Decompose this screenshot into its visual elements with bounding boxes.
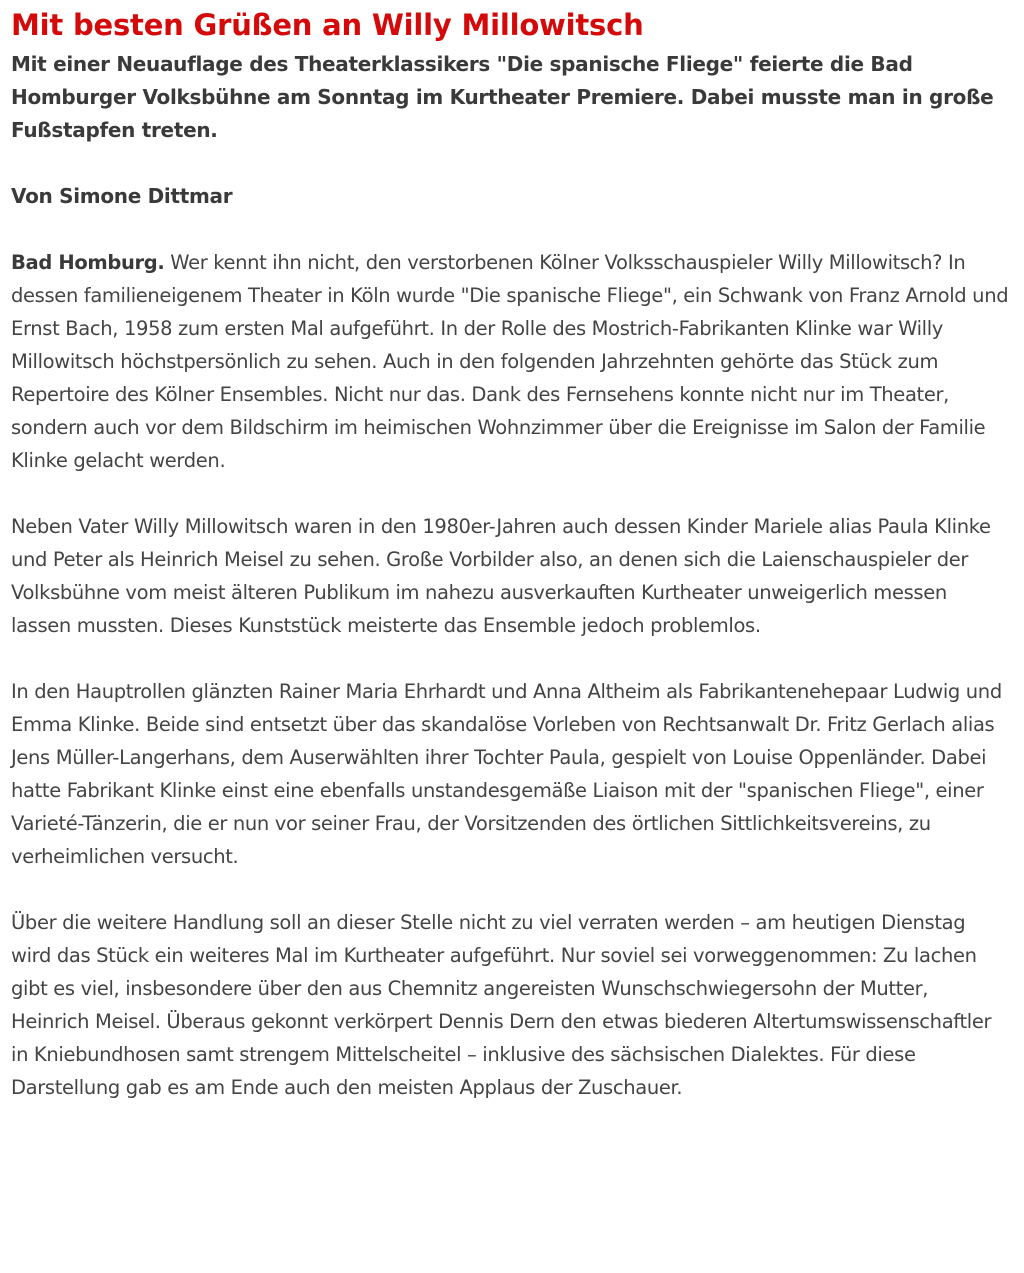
article-paragraph-1-text: Wer kennt ihn nicht, den verstorbenen Kölner Volksschauspieler Willy Millowitsch? In dessen familieneigenem Theater in Köln wurde "Die spanische Fliege", ein Schwank von Franz Arnold und Ernst Bach, 1958 zum ersten Mal aufgeführt. In der Rolle des Mostrich-Fabrikanten Klinke war Willy Millowitsch höchstpersönlich zu sehen. Auch in den folgenden Jahrzehnten gehörte das Stück zum Repertoire des Kölner Ensembles. Nicht nur das. Dank des Fernsehens konnte nicht nur im Theater, sondern auch vor dem Bildschirm im heimischen Wohnzimmer über die Ereignisse im Salon der Familie Klinke gelacht werden. bbox=[11, 251, 1009, 472]
article-dateline: Bad Homburg. bbox=[11, 251, 165, 274]
article-paragraph-3: In den Hauptrollen glänzten Rainer Maria Ehrhardt und Anna Altheim als Fabrikantenehepaar Ludwig und Emma Klinke. Beide sind entsetzt über das skandalöse Vorleben von Rechtsanwalt Dr. Fritz Gerlach alias Jens Müller-Langerhans, dem Auserwählten ihrer Tochter Paula, gespielt von Louise Oppenländer. Dabei hatte Fabrikant Klinke einst eine ebenfalls unstandesgemäße Liaison mit der "spanischen Fliege", einer Varieté-Tänzerin, die er nun vor seiner Frau, der Vorsitzenden des örtlichen Sittlichkeitsvereins, zu verheimlichen versucht. bbox=[11, 680, 1002, 868]
article-byline: Von Simone Dittmar bbox=[11, 184, 233, 208]
article-teaser: Mit einer Neuauflage des Theaterklassikers "Die spanische Fliege" feierte die Bad Homburger Volksbühne am Sonntag im Kurtheater Premiere. Dabei musste man in große Fußstapfen treten. bbox=[11, 52, 994, 142]
article-paragraph-1 bbox=[11, 246, 1011, 477]
article-headline: Mit besten Grüßen an Willy Millowitsch bbox=[11, 8, 644, 42]
article-paragraph-2: Neben Vater Willy Millowitsch waren in den 1980er-Jahren auch dessen Kinder Mariele alias Paula Klinke und Peter als Heinrich Meisel zu sehen. Große Vorbilder also, an denen sich die Laienschauspieler der Volksbühne vom meist älteren Publikum im nahezu ausverkauften Kurtheater unweigerlich messen lassen mussten. Dieses Kunststück meisterte das Ensemble jedoch problemlos. bbox=[11, 515, 991, 637]
article bbox=[11, 6, 1011, 1104]
article-paragraph-4: Über die weitere Handlung soll an dieser Stelle nicht zu viel verraten werden – am heutigen Dienstag wird das Stück ein weiteres Mal im Kurtheater aufgeführt. Nur soviel sei vorweggenommen: Zu lachen gibt es viel, insbesondere über den aus Chemnitz angereisten Wunschschwiegersohn der Mutter, Heinrich Meisel. Überaus gekonnt verkörpert Dennis Dern den etwas biederen Altertumswissenschaftler in Kniebundhosen samt strengem Mittelscheitel – inklusive des sächsischen Dialektes. Für diese Darstellung gab es am Ende auch den meisten Applaus der Zuschauer. bbox=[11, 911, 992, 1099]
